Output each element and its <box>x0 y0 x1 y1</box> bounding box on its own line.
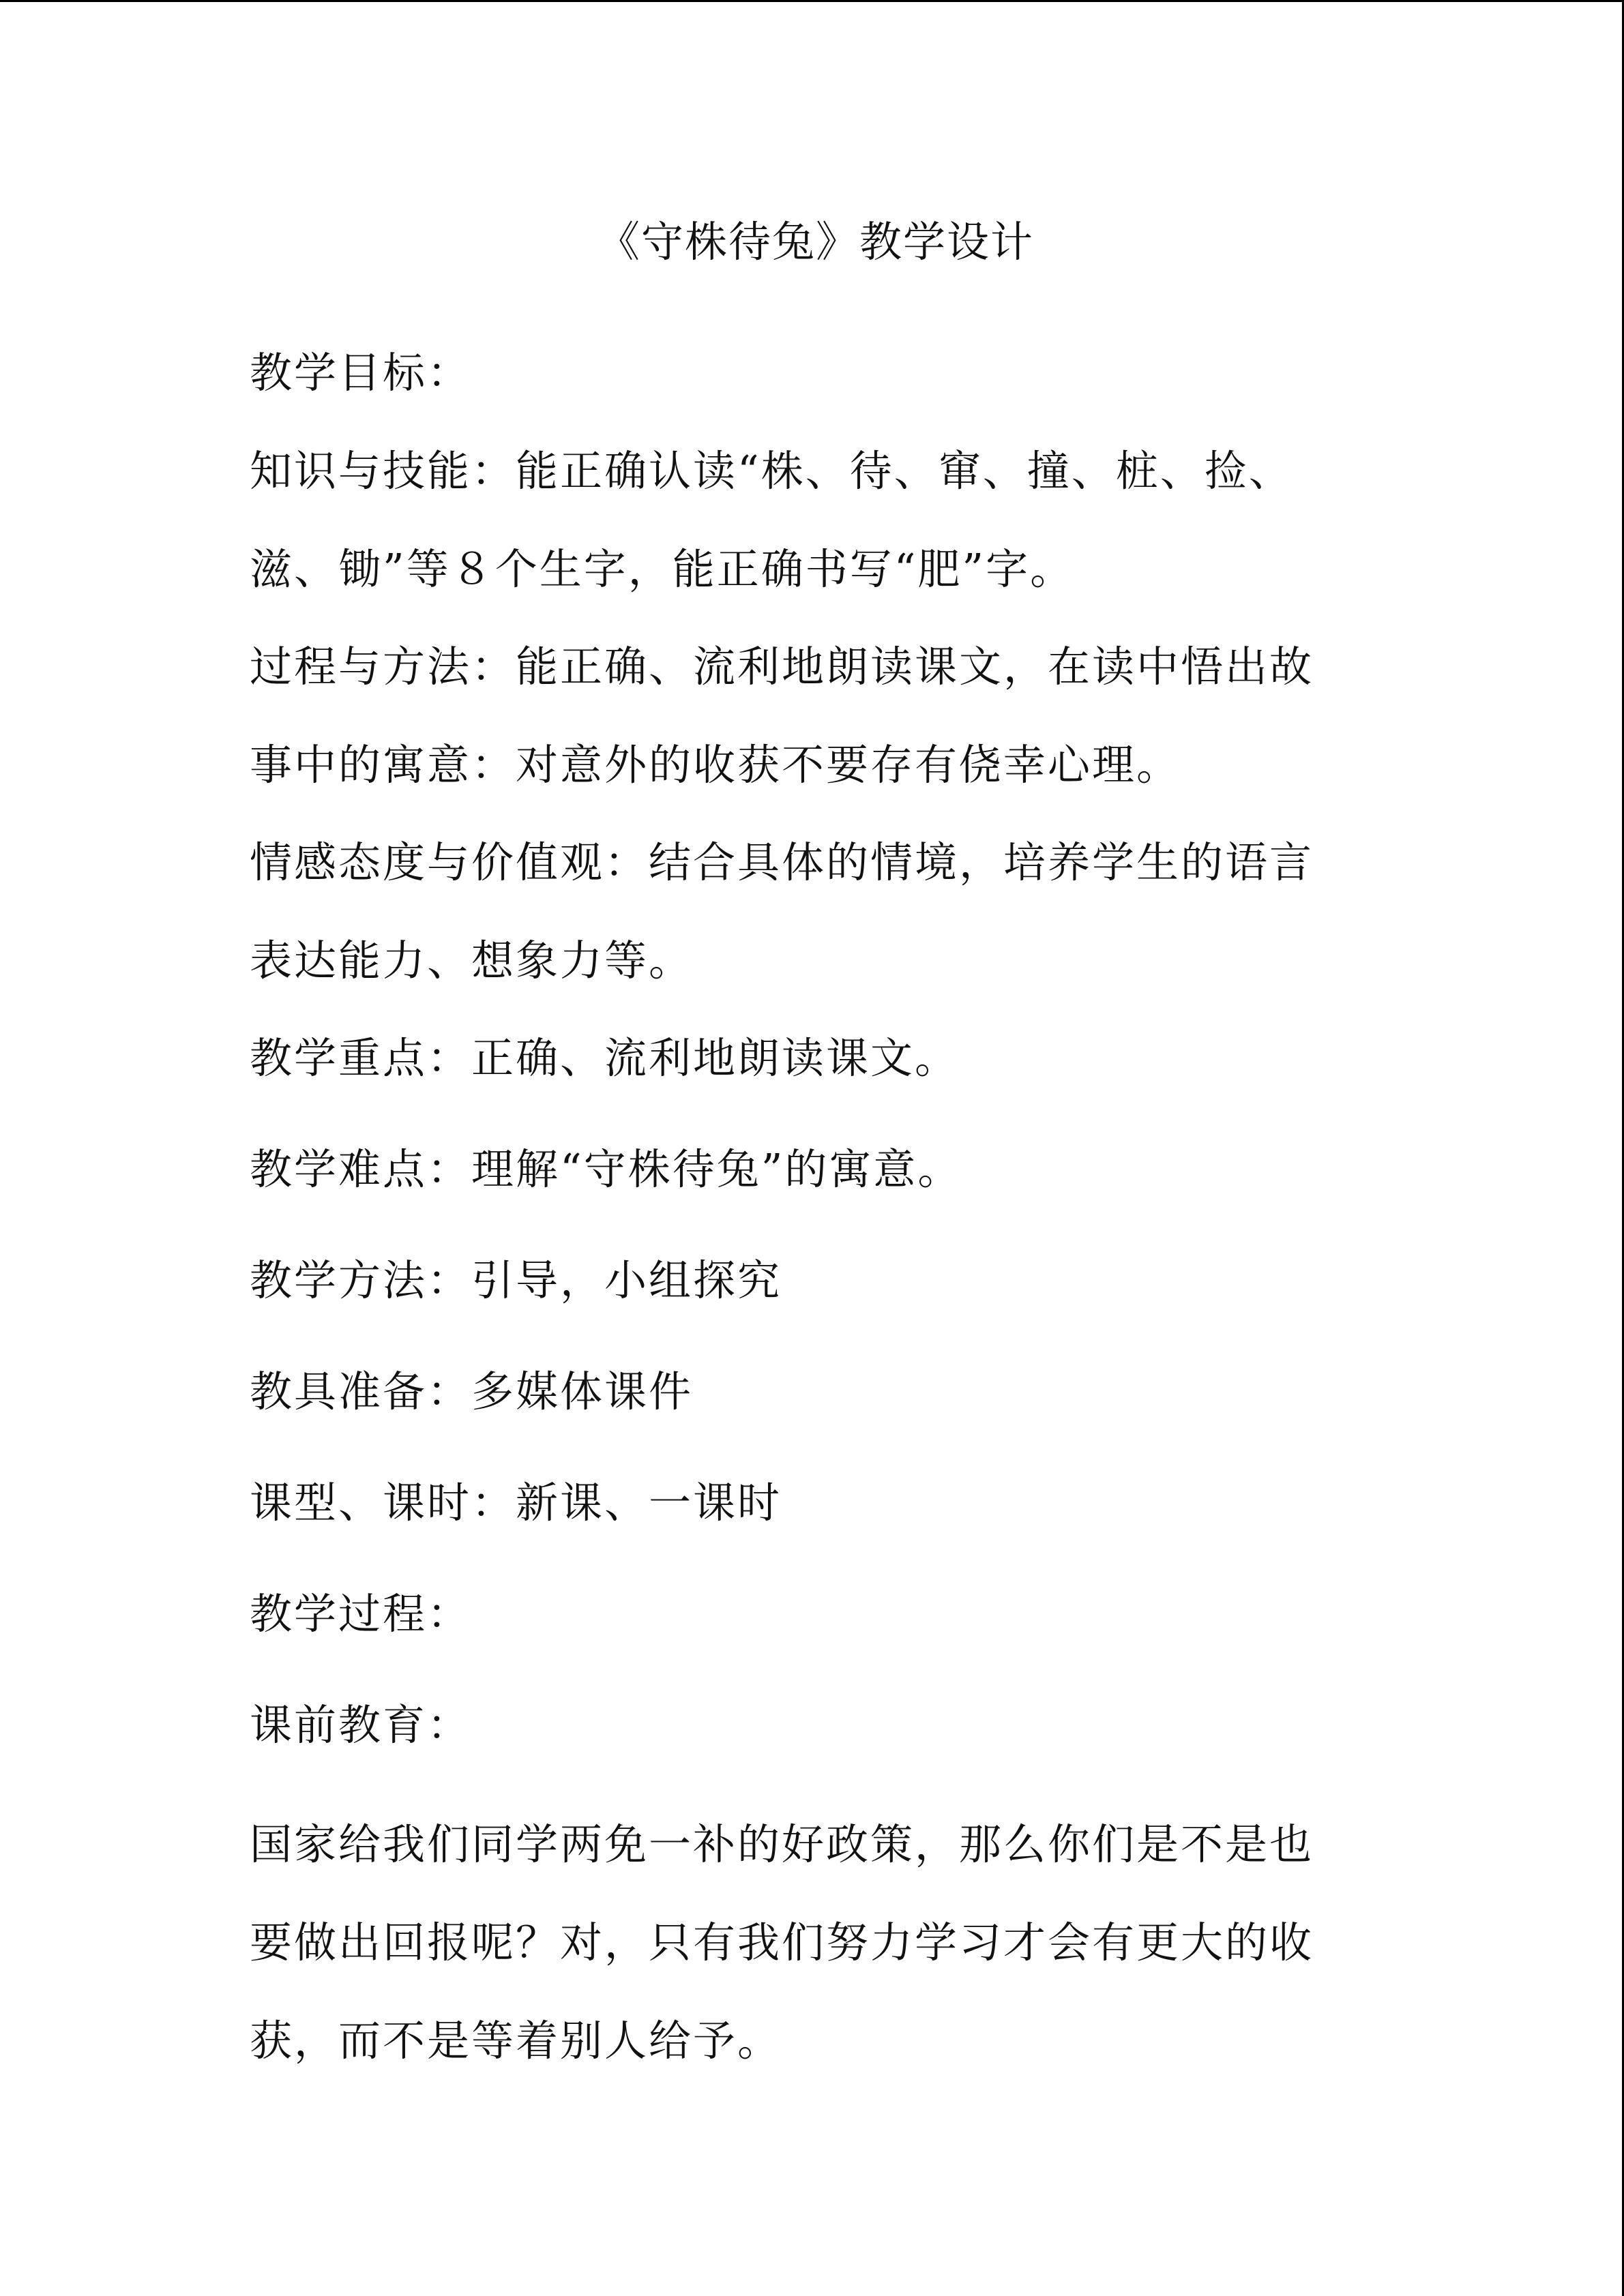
document-title: 《守株待兔》教学设计 <box>597 217 1034 267</box>
pre-class-text: 国家给我们同学两免一补的好政策，那么你们是不是也要做出回报呢？对，只有我们努力学习才会有更大的收获，而不是等着别人给予。 <box>250 1819 1314 2066</box>
process-heading: 教学过程： <box>250 1589 472 1639</box>
objective-process-method: 过程与方法：能正确、流利地朗读课文，在读中悟出故事中的寓意：对意外的收获不要存有侥幸心理。 <box>250 642 1314 790</box>
lesson-type: 课型、课时：新课、一课时 <box>250 1478 782 1527</box>
objectives-heading: 教学目标： <box>250 348 472 398</box>
teaching-difficulty: 教学难点：理解“守株待兔”的寓意。 <box>250 1144 962 1194</box>
teaching-method: 教学方法：引导，小组探究 <box>250 1255 782 1305</box>
teaching-key-point: 教学重点：正确、流利地朗读课文。 <box>250 1033 960 1083</box>
pre-class-heading: 课前教育： <box>250 1700 472 1750</box>
teaching-tools: 教具准备：多媒体课件 <box>250 1367 694 1416</box>
objective-emotion-values: 情感态度与价值观：结合具体的情境，培养学生的语言表达能力、想象力等。 <box>250 837 1314 985</box>
objective-knowledge-skill: 知识与技能：能正确认读“株、待、窜、撞、桩、捡、滋、锄”等８个生字，能正确书写“肥”字。 <box>250 446 1293 594</box>
